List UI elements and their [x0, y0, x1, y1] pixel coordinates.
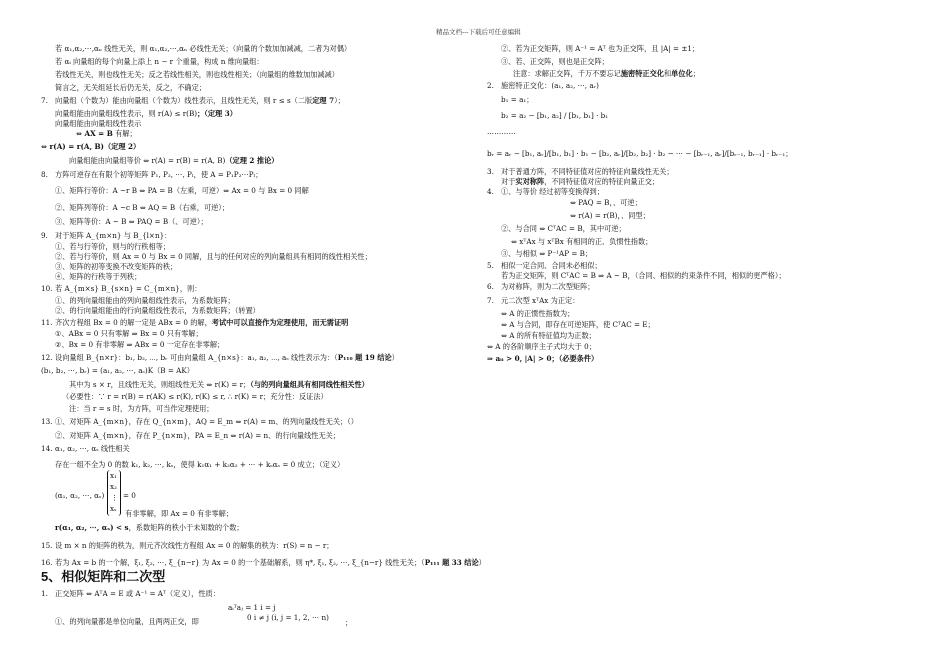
item-number: 1. — [41, 589, 48, 598]
item-number: 16. — [41, 558, 53, 567]
item-9-line: 对于矩阵 A_{m×n} 与 B_{l×n}： — [55, 231, 172, 240]
item-9-line: ④、矩阵的行秩等于列秩； — [55, 272, 142, 281]
item-11-line: ②、Bx = 0 有非零解 ⇒ ABx = 0 一定存在非零解； — [55, 340, 225, 349]
text-line: 若 α₁,α₂,⋯,αₙ 线性无关，则 α₁,α₂,⋯,αₙ 必线性无关；（向量的个数加加减减，二者为对偶） — [55, 44, 352, 53]
item-number: 6. — [487, 282, 494, 291]
item-13-line: ①、对矩阵 A_{m×n}，存在 Q_{n×m}，AQ = E_m ⇔ r(A) = m、的列向量线性无关；（） — [55, 417, 358, 426]
item-5-line: 相似一定合同、合同未必相似； — [501, 261, 602, 270]
item-1-line: ； — [345, 618, 353, 627]
text-line: ③、若、正交阵，则也是正交阵； — [501, 57, 609, 66]
vector-entry: x₁ — [110, 471, 117, 480]
item-1-line: ①、的列向量都是单位向量，且两两正交，即 — [55, 617, 199, 626]
item-8-line: ③、矩阵等价：A ~ B ⇔ PAQ = B（、可逆）； — [55, 217, 208, 226]
item-6-line: 为对称阵，则为二次型矩阵； — [501, 282, 595, 291]
vector-entry: x₂ — [110, 482, 117, 491]
item-16-line: 若为 Ax = b 的一个解，ξ₁, ξ₂, ⋯, ξ_{n−r} 为 Ax = 0 的一个基础解系，则 η*, ξ₁, ξ₂, ⋯, ξ_{n−r} 线性无关；（P₁₁₁ 题 33 结论） — [55, 558, 486, 567]
text-line: 简言之，无关组延长后仍无关，反之，不确定； — [55, 83, 206, 92]
item-8-line: ②、矩阵列等价：A ~c B ⇔ AQ = B（右乘，可逆）； — [55, 203, 230, 212]
column-vector — [107, 470, 121, 516]
item-number: 11. — [41, 318, 53, 327]
vector-entry: xₛ — [110, 504, 117, 513]
item-9-line: ①、若与行等价，则与的行秩相等； — [55, 242, 171, 251]
item-10-line: ①、的列向量组能由的列向量组线性表示，为系数矩阵； — [55, 296, 235, 305]
item-number: 5. — [487, 261, 494, 270]
page-header: 精品文档---下载后可任意编辑 — [436, 28, 521, 36]
item-7-line: ⇒ aᵢᵢ > 0, |A| > 0；（必要条件） — [487, 354, 599, 363]
item-number: 7. — [41, 96, 48, 105]
item-3-line: 对于实对称阵，不同特征值对应的特征向量正交； — [501, 177, 660, 186]
item-7-line: 向量组能由向量组线性表示，则 r(A) ≤ r(B)；（定理 3） — [55, 109, 237, 118]
item-number: 3. — [487, 167, 494, 176]
item-4-line: ⇔ PAQ = B，、可逆； — [570, 198, 642, 207]
item-12-line: 设向量组 B_{n×r}：b₁, b₂, ⋯, bᵣ 可由向量组 A_{n×s}：a₁, a₂, ⋯, aₛ 线性表示为：（P₁₁₀ 题 19 结论） — [55, 353, 399, 362]
formula-line: aᵢᵀaⱼ = 1 i = j — [228, 603, 276, 612]
item-number: 14. — [41, 444, 53, 453]
item-number: 12. — [41, 353, 53, 362]
item-7-line: ⇔ A 的各阶顺序主子式均大于 0； — [487, 342, 596, 351]
item-1-line: 正交矩阵 ⇔ AᵀA = E 或 A⁻¹ = Aᵀ（定义），性质： — [55, 589, 220, 598]
section-heading: 5、相似矩阵和二次型 — [41, 569, 166, 584]
item-7-line: 向量组能由向量组等价 ⇔ r(A) = r(B) = r(A, B)（定理 2 推论） — [69, 156, 279, 165]
item-2-line: 施密特正交化：(a₁, a₂, ⋯, aᵣ) — [501, 81, 599, 90]
item-7-line: ⇔ AX = B 有解； — [76, 129, 137, 138]
item-8-line: ①、矩阵行等价：A ~r B ⇔ PA = B（左乘，可逆）⇔ Ax = 0 与 Bx = 0 同解 — [55, 186, 309, 195]
item-7-line: ⇔ A 的所有特征值均为正数； — [501, 331, 596, 340]
item-12-line: 其中为 s × r，且线性无关，则组线性无关 ⇔ r(K) = r；（与的列向量组具有相同线性相关性） — [69, 380, 369, 389]
item-11-line: 齐次方程组 Bx = 0 的解一定是 ABx = 0 的解，考试中可以直接作为定理使用，而无需证明 — [55, 318, 349, 327]
item-12-line: 注：当 r = s 时，为方阵，可当作定理使用； — [69, 404, 214, 413]
item-14-line: 有非零解，即 Ax = 0 有非零解； — [125, 509, 234, 518]
matrix-left: (α₁, α₂, ⋯, αₛ) — [55, 491, 105, 500]
text-line: 若 αᵢ 向量组的每个向量上添上 n − r 个重量，构成 n 维向量组： — [55, 57, 264, 66]
item-7-line: ⇔ r(A) = r(A, B)（定理 2） — [41, 142, 141, 151]
item-14-line: r(α₁, α₂, ⋯, αₛ) < s，系数矩阵的秩小于未知数的个数； — [55, 523, 244, 532]
item-number: 4. — [487, 187, 494, 196]
item-4-line: ③、与相似 ⇔ P⁻¹AP = B； — [501, 249, 593, 258]
item-8-line: 方阵可逆存在有限个初等矩阵 P₁, P₂, ⋯, Pₗ，使 A = P₁P₂⋯Pₗ； — [55, 170, 263, 179]
item-14-line: 存在一组不全为 0 的数 k₁, k₂, ⋯, kₛ，使得 k₁α₁ + k₂α₂ + ⋯ + kₛαₛ = 0 成立；（定义） — [55, 460, 345, 469]
item-4-line: ②、与合同 ⇔ CᵀAC = B，其中可逆； — [501, 224, 626, 233]
item-number: 15. — [41, 541, 53, 550]
item-7-line: 元二次型 xᵀAx 为正定： — [501, 296, 580, 305]
item-2-line: bᵣ = aᵣ − [b₁, aᵣ]/[b₁, b₁] · b₁ − [b₂, aᵣ]/[b₂, b₂] · b₂ − ⋯ − [bᵣ₋₁, aᵣ]/[bᵣ₋₁, bᵣ₋₁] · bᵣ₋₁； — [487, 149, 793, 158]
item-4-line: ①、与等价 经过初等变换得到； — [501, 187, 604, 196]
item-number: 9. — [41, 231, 48, 240]
item-2-line: ⋯⋯⋯⋯ — [487, 129, 516, 138]
item-number: 2. — [487, 81, 494, 90]
item-5-line: 若为正交矩阵，则 CᵀAC = B ⇒ A ~ B，（合同、相似的约束条件不同，相似的更严格）； — [501, 271, 786, 280]
text-line: 若线性无关，则也线性无关；反之若线性相关，则也线性相关；（向量组的维数加加减减） — [55, 70, 339, 79]
item-9-line: ②、若与行等价，则 Ax = 0 与 Bx = 0 同解，且与的任何对应的列向量组具有相同的线性相关性； — [55, 252, 372, 261]
item-12-line: （必要性：∵ r = r(B) = r(AK) ≤ r(K), r(K) ≤ r, ∴ r(K) = r；充分性：反证法） — [62, 392, 328, 401]
item-4-line: ⇔ xᵀAx 与 xᵀBx 有相同的正、负惯性指数； — [511, 237, 653, 246]
item-number: 7. — [487, 296, 494, 305]
item-10-line: ②、的行向量组能由的行向量组线性表示，为系数矩阵；（转置） — [55, 306, 260, 315]
formula-line: 0 i ≠ j (i, j = 1, 2, ⋯ n) — [247, 613, 329, 622]
item-number: 13. — [41, 417, 53, 426]
item-3-line: 对于普通方阵，不同特征值对应的特征向量线性无关； — [501, 167, 674, 176]
item-number: 8. — [41, 170, 48, 179]
item-number: 10. — [41, 284, 53, 293]
text-line: 注意：求解正交阵，千万不要忘记施密特正交化和单位化； — [513, 69, 700, 78]
item-7-line: ⇔ A 与合同，即存在可逆矩阵，使 CᵀAC = E； — [501, 320, 655, 329]
item-14-line: α₁, α₂, ⋯, αₛ 线性相关 — [55, 444, 130, 453]
item-7-line: 向量组（个数为）能由向量组（个数为）线性表示，且线性无关，则 r ≤ s（二版定理 7）； — [55, 96, 345, 105]
item-12-line: (b₁, b₂, ⋯, bᵣ) = (a₁, a₂, ⋯, aₛ)K（B = AK） — [41, 366, 194, 375]
text-line: ②、若为正交矩阵，则 A⁻¹ = Aᵀ 也为正交阵，且 |A| = ±1； — [501, 44, 700, 53]
matrix-right: = 0 — [123, 491, 136, 500]
vector-entry: ⋮ — [111, 493, 119, 502]
item-7-line: ⇔ A 的正惯性指数为； — [501, 309, 575, 318]
item-7-line: 向量组能由向量组线性表示 — [55, 119, 142, 128]
item-13-line: ②、对矩阵 A_{m×n}，存在 P_{n×m}，PA = E_n ⇔ r(A) = n、的行向量线性无关； — [55, 431, 341, 440]
item-2-line: b₁ = a₁； — [501, 95, 534, 104]
item-4-line: ⇔ r(A) = r(B)，、同型； — [570, 211, 650, 220]
item-2-line: b₂ = a₂ − [b₁, a₂] / [b₁, b₁] · b₁ — [501, 111, 609, 120]
item-15-line: 设 m × n 的矩阵的秩为，则元齐次线性方程组 Ax = 0 的解集的秩为：r(S) = n − r； — [55, 541, 334, 550]
item-10-line: 若 A_{m×s} B_{s×n} = C_{m×n}，则： — [55, 284, 202, 293]
item-9-line: ③、矩阵的初等变换不改变矩阵的秩； — [55, 262, 178, 271]
item-11-line: ①、ABx = 0 只有零解 ⇒ Bx = 0 只有零解； — [55, 329, 203, 338]
